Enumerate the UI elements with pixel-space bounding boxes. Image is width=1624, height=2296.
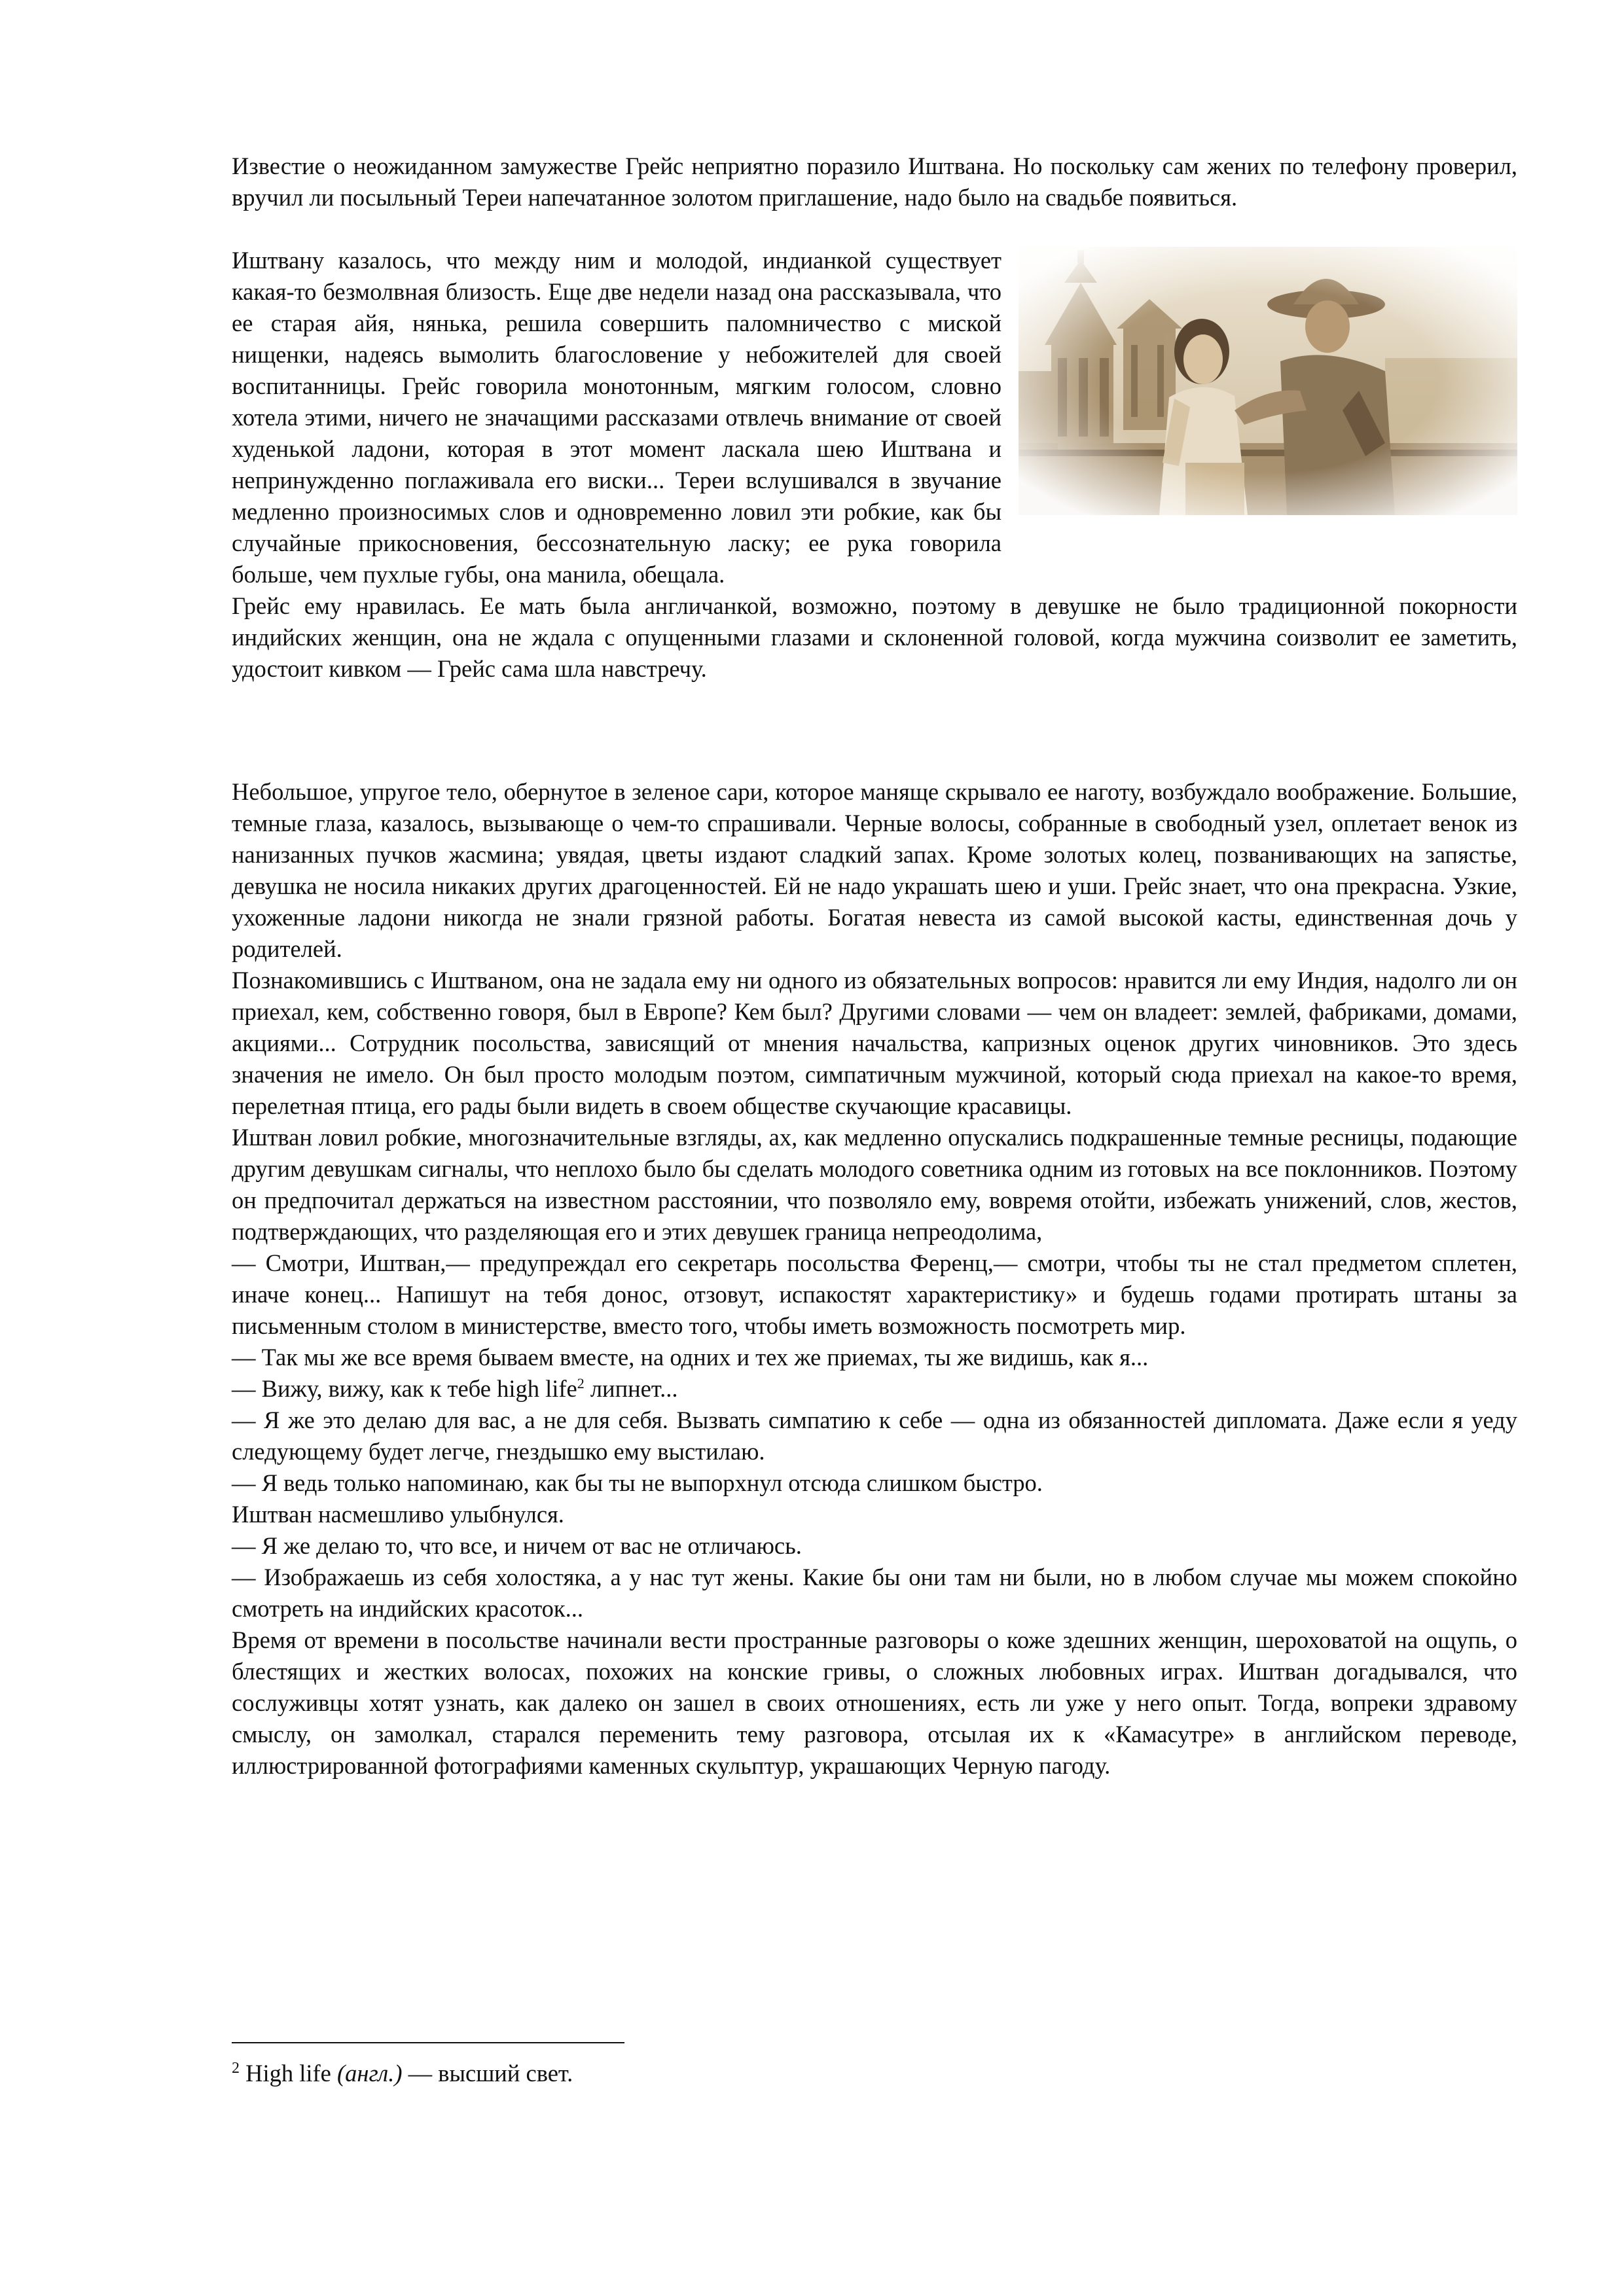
paragraph: Небольшое, упругое тело, обернутое в зеленое сари, которое маняще скрывало ее наготу, возбуждало воображение. Большие, темные глаза, казалось, вызывающе о чем-то спрашивали. Черные волосы, собранные в свободный узел, оплетает венок из нанизанных пучков жасмина; увядая, цветы издают сладкий запах. Кроме золотых колец, позванивающих на запястье, девушка не носила никаких других драгоценностей. Ей не надо украшать шею и уши. Грейс знает, что она прекрасна. Узкие, ухоженные ладони никогда не знали грязной работы. Богатая невеста из самой высокой касты, единственная дочь у родителей.: [232, 778, 1517, 962]
footnote-separator: [232, 2042, 624, 2043]
dialogue-line: — Изображаешь из себя холостяка, а у нас тут жены. Какие бы они там ни были, но в любом случае мы можем спокойно смотреть на индийских красоток...: [232, 1564, 1517, 1622]
dialogue-text: — Вижу, вижу, как к тебе high life: [232, 1375, 577, 1402]
footnote: [232, 2058, 573, 2089]
footnote-number: 2: [232, 2059, 240, 2077]
paragraph: Известие о неожиданном замужестве Грейс неприятно поразило Иштвана. Но поскольку сам жених по телефону проверил, вручил ли посыльный Тереи напечатанное золотом приглашение, надо было на свадьбе появиться.: [232, 152, 1517, 211]
paragraph: Время от времени в посольстве начинали вести пространные разговоры о коже здешних женщин, шероховатой на ощупь, о блестящих и жестких волосах, похожих на конские гривы, о сложных любовных играх. Иштван догадывался, что сослуживцы хотят узнать, как далеко он зашел в своих отношениях, есть ли уже у него опыт. Тогда, вопреки здравому смыслу, он замолкал, старался переменить тему разговора, отсылая их к «Камасутре» в английском переводе, иллюстрированной фотографиями каменных скульптур, украшающих Черную пагоду.: [232, 1626, 1517, 1779]
dialogue-line: — Я же делаю то, что все, и ничем от вас не отличаюсь.: [232, 1532, 802, 1559]
dialogue-line: [232, 1373, 1517, 1405]
dialogue-line: — Так мы же все время бываем вместе, на одних и тех же приемах, ты же видишь, как я...: [232, 1344, 1149, 1371]
page-body: [232, 151, 1517, 1782]
paragraph: Иштвану казалось, что между ним и молодой, индианкой существует какая-то безмолвная близость. Еще две недели назад она рассказывала, что ее старая айя, нянька, решила совершить паломничество с миской нищенки, надеясь вымолить благословение у небожителей для своей воспитанницы. Грейс говорила монотонным, мягким голосом, словно хотела этими, ничего не значащими рассказами отвлечь внимание от своей худенькой ладони, которая в этот момент ласкала шею Иштвана и непринужденно поглаживала его виски... Тереи вслушивался в звучание медленно произносимых слов и одновременно ловил эти робкие, как бы случайные прикосновения, бессознательную ласку; ее рука говорила больше, чем пухлые губы, она манила, обещала.: [232, 247, 1001, 588]
paragraph: Иштван насмешливо улыбнулся.: [232, 1501, 564, 1528]
paragraph: Иштван ловил робкие, многозначительные взгляды, ах, как медленно опускались подкрашенные темные ресницы, подающие другим девушкам сигналы, что неплохо было бы сделать молодого советника одним из готовых на все поклонников. Поэтому он предпочитал держаться на известном расстоянии, что позволяло ему, вовремя отойти, избежать унижений, слов, жестов, подтверждающих, что разделяющая его и этих девушек граница непреодолима,: [232, 1124, 1517, 1245]
footnote-term: High life: [240, 2060, 338, 2087]
dialogue-text: липнет...: [584, 1375, 678, 1402]
footnote-text: — высший свет.: [402, 2060, 573, 2087]
dialogue-line: — Смотри, Иштван,— предупреждал его секретарь посольства Ференц,— смотри, чтобы ты не стал предметом сплетен, иначе конец... Напишут на тебя донос, отзовут, испакостят характеристику» и будешь годами протирать штаны за письменным столом в министерстве, вместо того, чтобы иметь возможность посмотреть мир.: [232, 1249, 1517, 1339]
dialogue-line: — Я ведь только напоминаю, как бы ты не выпорхнул отсюда слишком быстро.: [232, 1469, 1043, 1496]
footnote-ref: 2: [577, 1374, 585, 1391]
footnote-language: (англ.): [337, 2060, 403, 2087]
paragraph: Грейс ему нравилась. Ее мать была англичанкой, возможно, поэтому в девушке не было традиционной покорности индийских женщин, она не ждала с опущенными глазами и склоненной головой, когда мужчина соизволит ее заметить, удостоит кивком — Грейс сама шла навстречу.: [232, 592, 1517, 682]
paragraph: Познакомившись с Иштваном, она не задала ему ни одного из обязательных вопросов: нравится ли ему Индия, надолго ли он приехал, кем, собственно говоря, был в Европе? Кем был? Другими словами — чем он владеет: землей, фабриками, домами, акциями... Сотрудник посольства, зависящий от мнения начальства, капризных оценок других чиновников. Это здесь значения не имело. Он был просто молодым поэтом, симпатичным мужчиной, который сюда приехал на какое-то время, перелетная птица, его рады были видеть в своем обществе скучающие красавицы.: [232, 967, 1517, 1119]
dialogue-line: — Я же это делаю для вас, а не для себя. Вызвать симпатию к себе — одна из обязанностей дипломата. Даже если я уеду следующему будет легче, гнездышко ему выстилаю.: [232, 1407, 1517, 1465]
photo-man-and-girl: [1019, 247, 1517, 515]
